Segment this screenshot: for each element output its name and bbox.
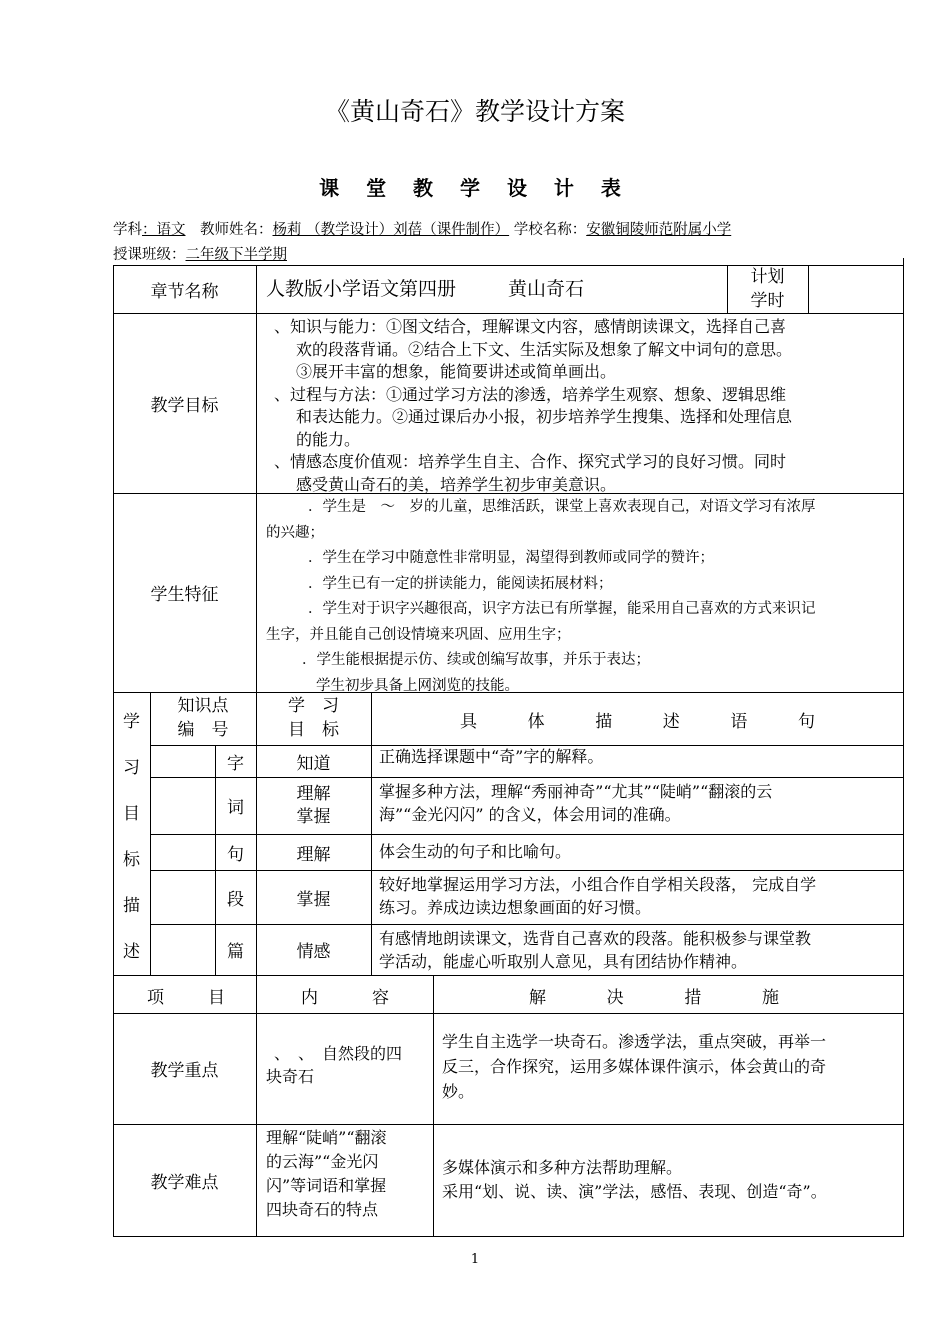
goal-line: 、过程与方法：①通过学习方法的渗透，培养学生观察、想象、逻辑思维 xyxy=(274,384,787,404)
info-line-2 xyxy=(113,243,287,264)
goal-line: 欢的段落背诵。②结合上下文、生活实际及想象了解文中词句的意思。 xyxy=(296,339,793,359)
goal-line: 和表达能力。②通过课后办小报，初步培养学生搜集、选择和处理信息 xyxy=(296,407,793,426)
chapter-label: 章节名称 xyxy=(150,281,219,302)
goal-header-line-2: 目 标 xyxy=(288,720,339,740)
key-point-content-line: 块奇石 xyxy=(266,1066,315,1086)
level-char: 字 xyxy=(227,753,244,774)
measures-header-char: 解 xyxy=(529,988,546,1008)
difficulty-measure-line: 采用“划、说、读、演”学法，感悟、表现、创造“奇”。 xyxy=(442,1182,827,1201)
desc-header-char: 体 xyxy=(527,712,545,732)
teacher-label: 教师姓名： xyxy=(200,222,273,238)
side-char: 述 xyxy=(123,941,140,962)
goal-line: 、情感态度价值观：培养学生自主、合作、探究式学习的良好习惯。同时 xyxy=(274,452,787,471)
description-header xyxy=(460,707,815,733)
plan-hours-label xyxy=(727,265,808,313)
trait-line: 的兴趣； xyxy=(266,524,324,541)
class-label: 授课班级： xyxy=(113,247,186,263)
objectives-side-label xyxy=(113,692,150,976)
school-value: 安徽铜陵师范附属小学 xyxy=(586,222,732,238)
chapter-value xyxy=(266,274,726,304)
side-char: 标 xyxy=(123,849,140,870)
trait-line: ．学生能根据提示仿、续或创编写故事，并乐于表达； xyxy=(302,652,650,668)
subject-label: 学科 xyxy=(113,222,142,238)
trait-line: 学生初步具备上网浏览的技能。 xyxy=(316,677,519,694)
goal-verb: 情感 xyxy=(296,942,331,962)
learning-goal-header xyxy=(256,694,371,745)
objective-desc xyxy=(379,874,899,919)
objective-desc-line: 练习。养成边读边想象画面的好习惯。 xyxy=(379,897,652,917)
subject-value: ：语文 xyxy=(142,222,186,238)
side-char: 习 xyxy=(123,757,140,778)
textbook-name: 人教版小学语文第四册 xyxy=(266,278,457,300)
measures-header-char: 施 xyxy=(761,988,779,1008)
page-number: 1 xyxy=(470,1252,480,1267)
key-point-measure-line: 反三，合作探究，运用多媒体课件演示，体会黄山的奇 xyxy=(442,1057,827,1076)
knowledge-point-header xyxy=(150,694,256,745)
objective-desc-line: 掌握多种方法，理解“秀丽神奇”“尤其”“陡峭”“翻滚的云 xyxy=(379,782,773,801)
key-point-measures xyxy=(442,1029,897,1104)
measures-header-char: 决 xyxy=(606,988,624,1008)
level-char: 词 xyxy=(227,798,244,818)
goal-line: 的能力。 xyxy=(296,429,361,449)
plan-label-line-1: 计划 xyxy=(750,267,785,287)
goal-verb: 理解 xyxy=(296,844,331,865)
knowledge-header-line-2: 编 号 xyxy=(177,720,229,740)
class-value: 二年级下半学期 xyxy=(185,247,287,263)
goal-line: 、知识与能力：①图文结合，理解课文内容，感情朗读课文，选择自己喜 xyxy=(274,317,787,336)
difficulty-content xyxy=(266,1126,428,1222)
key-point-measure-line: 妙。 xyxy=(442,1082,475,1101)
measures-header-char: 措 xyxy=(684,988,702,1008)
info-line-1 xyxy=(113,218,731,239)
side-char: 学 xyxy=(123,711,140,732)
measures-header xyxy=(529,983,779,1008)
item-header xyxy=(147,983,225,1008)
teaching-goals-label: 教学目标 xyxy=(150,395,219,416)
goal-verb-line: 掌握 xyxy=(296,807,331,827)
key-point-measure-line: 学生自主选学一块奇石。渗透学法，重点突破，再举一 xyxy=(442,1032,827,1051)
desc-header-char: 句 xyxy=(797,712,815,732)
objective-desc xyxy=(379,928,899,973)
school-label: 学校名称： xyxy=(513,222,587,238)
trait-line: ．学生已有一定的拼读能力，能阅读拓展材料； xyxy=(308,575,613,592)
desc-header-char: 具 xyxy=(460,712,477,732)
difficulty-label: 教学难点 xyxy=(150,1172,219,1193)
key-point-content-line: 、 、 自然段的四 xyxy=(274,1044,403,1063)
difficulty-content-line: 理解“陡峭”“翻滚 xyxy=(266,1128,387,1147)
knowledge-header-line-1: 知识点 xyxy=(177,696,229,716)
content-header-char: 内 xyxy=(301,988,318,1008)
content-header-char: 容 xyxy=(372,988,389,1008)
difficulty-content-line: 的云海”“金光闪 xyxy=(266,1152,379,1171)
side-char: 描 xyxy=(123,895,140,916)
plan-hours-value xyxy=(808,265,903,313)
trait-line: ．学生是 ～ 岁的儿童，思维活跃，课堂上喜欢表现自己，对语文学习有浓厚 xyxy=(308,499,816,515)
goal-verb: 掌握 xyxy=(296,889,331,910)
desc-header-char: 述 xyxy=(662,712,680,732)
objective-desc-line: 有感情地朗读课文，选背自己喜欢的段落。能积极参与课堂教 xyxy=(379,929,812,948)
difficulty-content-line: 闪”等词语和掌握 xyxy=(266,1176,387,1195)
trait-line: 生字，并且能自己创设情境来巩固、应用生字； xyxy=(266,626,571,643)
objective-desc xyxy=(379,781,899,826)
lesson-name: 黄山奇石 xyxy=(508,278,585,300)
goal-line: 感受黄山奇石的美，培养学生初步审美意识。 xyxy=(296,474,617,494)
key-point-content xyxy=(266,1043,428,1088)
objective-desc-line: 学活动，能虚心听取别人意见，具有团结协作精神。 xyxy=(379,951,748,971)
desc-header-char: 语 xyxy=(730,712,748,732)
level-char: 段 xyxy=(227,889,244,910)
goal-header-line-1: 学 习 xyxy=(288,696,339,716)
difficulty-measure-line: 多媒体演示和多种方法帮助理解。 xyxy=(442,1158,683,1177)
objective-desc-line: 海”“金光闪闪” 的含义，体会用词的准确。 xyxy=(379,804,681,824)
goal-line: ③展开丰富的想象，能简要讲述或简单画出。 xyxy=(296,362,617,381)
difficulty-measures xyxy=(442,1156,900,1204)
objective-desc: 体会生动的句子和比喻句。 xyxy=(379,842,572,861)
plan-label-line-2: 学时 xyxy=(750,291,785,311)
student-traits-label: 学生特征 xyxy=(150,585,219,605)
level-char: 篇 xyxy=(227,942,244,962)
item-header-char: 项 xyxy=(147,988,164,1008)
teacher-value: 杨莉 （教学设计）刘蓓（课件制作） xyxy=(272,222,510,238)
document-title: 《黄山奇石》教学设计方案 xyxy=(324,97,625,126)
goal-verb: 知道 xyxy=(296,753,331,774)
table-title: 课 堂 教 学 设 计 表 xyxy=(319,176,631,200)
level-char: 句 xyxy=(227,844,244,865)
goal-verb-line: 理解 xyxy=(296,784,331,804)
key-point-label: 教学重点 xyxy=(150,1061,219,1081)
difficulty-content-line: 四块奇石的特点 xyxy=(266,1200,379,1219)
objective-desc-line: 较好地掌握运用学习方法，小组合作自学相关段落， 完成自学 xyxy=(379,875,817,894)
student-traits-text xyxy=(266,495,898,699)
trait-line: ．学生对于识字兴趣很高，识字方法已有所掌握，能采用自己喜欢的方式来识记 xyxy=(308,601,816,617)
trait-line: ．学生在学习中随意性非常明显，渴望得到教师或同学的赞许； xyxy=(308,550,714,566)
content-header xyxy=(301,983,389,1008)
item-header-char: 目 xyxy=(208,988,225,1008)
teaching-goals-text xyxy=(266,316,896,496)
side-char: 目 xyxy=(123,803,140,824)
objective-desc: 正确选择课题中“奇”字的解释。 xyxy=(379,747,604,766)
desc-header-char: 描 xyxy=(595,712,613,732)
goal-verb xyxy=(256,783,371,829)
